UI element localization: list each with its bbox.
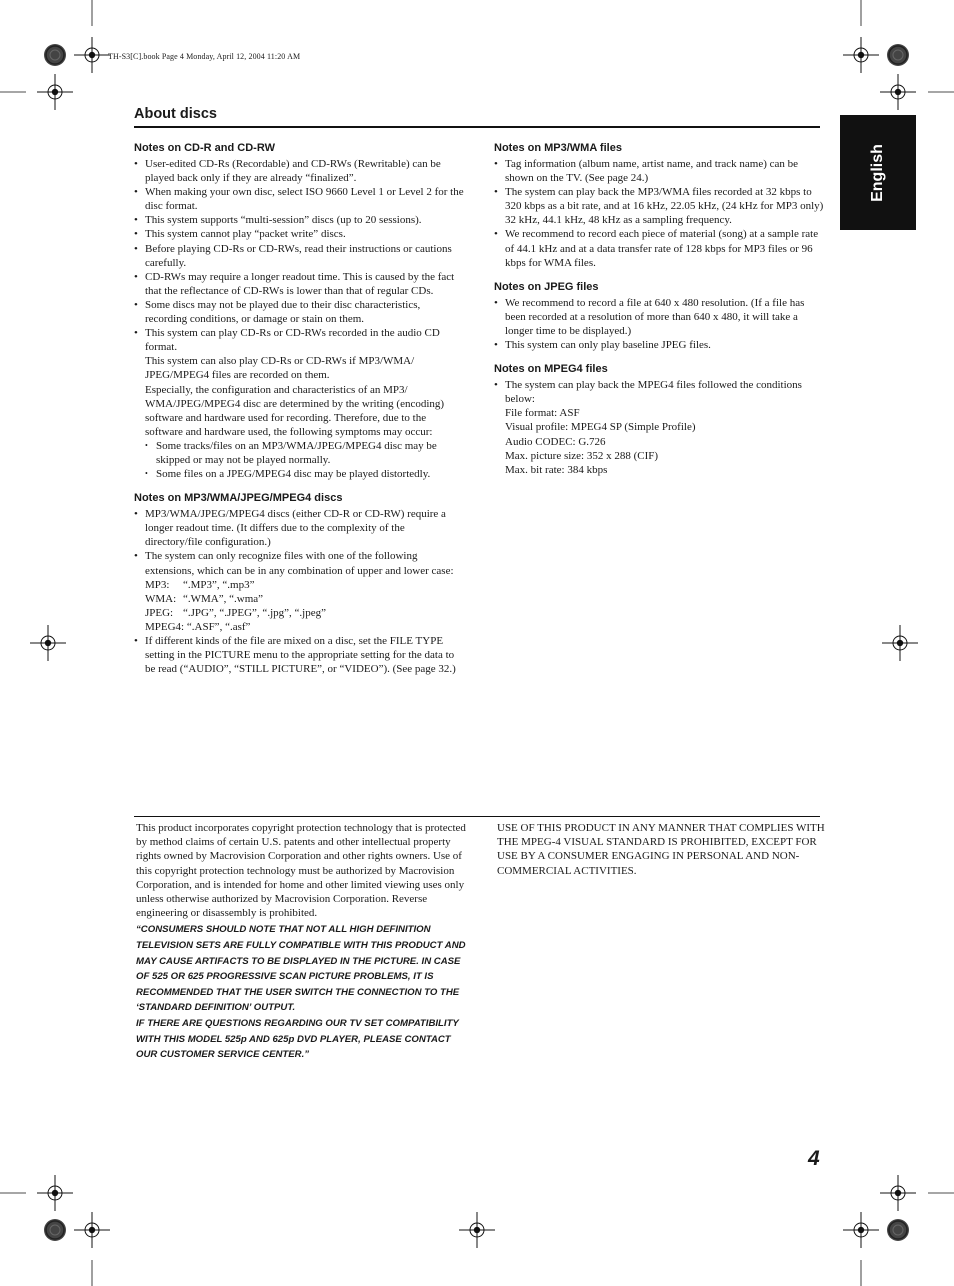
language-tab <box>840 115 916 230</box>
mp3wma-list <box>494 157 824 270</box>
extension-key: WMA: <box>145 592 177 605</box>
extension-row <box>145 606 464 620</box>
registration-mark-top-left-dot <box>44 44 66 66</box>
registration-mark-bottom-left-dot <box>44 1219 66 1241</box>
language-tab-label: English <box>869 143 886 202</box>
registration-mark-bottom-left-cross <box>37 1175 73 1211</box>
sub-list-item: • Some files on a JPEG/MPEG4 disc may be played distortedly. <box>145 467 464 481</box>
mp3discs-list <box>134 507 464 676</box>
extension-value: “.WMA”, “.wma” <box>183 592 264 605</box>
list-item: • User-edited CD-Rs (Recordable) and CD-RWs (Rewritable) can be played back only if they are already “finalized”. <box>134 157 464 185</box>
registration-mark-bottom-right-cross <box>880 1175 916 1211</box>
list-item: • We recommend to record each piece of material (song) at a sample rate of 44.1 kHz and at a data transfer rate of 128 kbps for MP3 files or 96 kbps for WMA files. <box>494 227 824 269</box>
sub-list-item: • Some tracks/files on an MP3/WMA/JPEG/MPEG4 disc may be skipped or may not be played normally. <box>145 439 464 467</box>
registration-mark-mid-left <box>30 625 66 661</box>
registration-mark-top-right-cross-2 <box>880 74 916 110</box>
jpeg-heading: Notes on JPEG files <box>494 280 599 293</box>
mp3wma-heading: Notes on MP3/WMA files <box>494 142 622 154</box>
mpeg4-license-notice: USE OF THIS PRODUCT IN ANY MANNER THAT COMPLIES WITH THE MPEG-4 VISUAL STANDARD IS PROHIBITED, EXCEPT FOR USE BY A CONSUMER ENGAGING IN PERSONAL AND NON-COMMERCIAL ACTIVITIES. <box>497 822 825 877</box>
list-item: • CD-RWs may require a longer readout time. This is caused by the fact that the reflectance of CD-RWs is lower than that of regular CDs. <box>134 270 464 298</box>
spec-line: Audio CODEC: G.726 <box>505 435 606 448</box>
list-item: • This system supports “multi-session” discs (up to 20 sessions). <box>134 213 464 227</box>
extension-key: MP3: <box>145 578 170 591</box>
list-item: • This system can only play baseline JPEG files. <box>494 338 824 352</box>
section-title: About discs <box>134 106 217 122</box>
list-item: • Some discs may not be played due to their disc characteristics, recording conditions, or damage or stain on them. <box>134 298 464 326</box>
registration-mark-bottom-right-dot <box>887 1219 909 1241</box>
list-item <box>134 549 464 634</box>
notice-divider <box>134 816 820 817</box>
registration-mark-bottom-left-cross-2 <box>74 1212 110 1248</box>
registration-mark-bottom-center <box>459 1212 495 1248</box>
spec-line: Visual profile: MPEG4 SP (Simple Profile) <box>505 421 696 434</box>
consumers-notice: “CONSUMERS SHOULD NOTE THAT NOT ALL HIGH DEFINITION TELEVISION SETS ARE FULLY COMPATIBLE WITH THIS PRODUCT AND MAY CAUSE ARTIFACTS TO BE DISPLAYED IN THE PICTURE. IN CASE OF 525 OR 625 PROGRESSIVE SCAN PICTURE PROBLEMS, IT IS RECOMMENDED THAT THE USER SWITCH THE CONNECTION TO THE ‘STANDARD DEFINITION’ OUTPUT. <box>136 924 466 1014</box>
symptom-list <box>145 439 464 481</box>
extension-row <box>145 592 464 606</box>
registration-mark-top-right-cross <box>843 37 879 73</box>
list-item: • If different kinds of the file are mixed on a disc, set the FILE TYPE setting in the PICTURE menu to the appropriate setting for the data to be read (“AUDIO”, “STILL PICTURE”, or “VIDEO”). (See page 32.) <box>134 634 464 676</box>
cdr-heading: Notes on CD-R and CD-RW <box>134 142 275 154</box>
file-meta-line: TH-S3[C].book Page 4 Monday, April 12, 2004 11:20 AM <box>108 52 301 61</box>
list-item-text: The system can only recognize files with one of the following extensions, which can be in any combination of upper and lower case: <box>145 550 454 577</box>
registration-mark-top-right-dot <box>887 44 909 66</box>
title-rule <box>134 126 820 128</box>
list-item-extra: Especially, the configuration and characteristics of an MP3/ WMA/JPEG/MPEG4 disc are determined by the writing (encoding) software and hardware used for recording. Therefore, due to the software and hardware used, the following symptoms may occur: <box>145 383 445 438</box>
list-item: • This system cannot play “packet write” discs. <box>134 227 464 241</box>
registration-mark-top-left-cross <box>74 37 110 73</box>
spec-line: Max. picture size: 352 x 288 (CIF) <box>505 449 659 462</box>
extension-key: JPEG: <box>145 606 174 619</box>
list-item <box>494 378 824 477</box>
mp3discs-heading: Notes on MP3/WMA/JPEG/MPEG4 discs <box>134 492 343 505</box>
spec-line: File format: ASF <box>505 407 580 420</box>
copyright-block <box>136 821 466 1063</box>
extension-value: “.ASF”, “.asf” <box>186 620 251 633</box>
extension-row <box>145 620 464 634</box>
list-item-extra: This system can also play CD-Rs or CD-RWs if MP3/WMA/ JPEG/MPEG4 files are recorded on them. <box>145 355 415 382</box>
list-item-text: The system can play back the MPEG4 files followed the conditions below: <box>505 379 802 406</box>
copyright-notice: This product incorporates copyright protection technology that is protected by method claims of certain U.S. patents and other intellectual property rights owned by Macrovision Corporation and other rights owners. Use of this copyright protection technology must be authorized by Macrovision Corporation, and is intended for home and other limited viewing uses only unless otherwise authorized by Macrovision Corporation. Reverse engineering or disassembly is prohibited. <box>136 822 466 920</box>
compat-notice: IF THERE ARE QUESTIONS REGARDING OUR TV SET COMPATIBILITY WITH THIS MODEL 525p AND 625p DVD PLAYER, PLEASE CONTACT OUR CUSTOMER SERVICE CENTER.” <box>136 1017 459 1061</box>
extension-key: MPEG4: <box>145 620 185 633</box>
spec-line: Max. bit rate: 384 kbps <box>505 463 608 476</box>
registration-mark-mid-right <box>882 625 918 661</box>
list-item: • Before playing CD-Rs or CD-RWs, read their instructions or cautions carefully. <box>134 242 464 270</box>
registration-mark-top-left-cross-2 <box>37 74 73 110</box>
list-item: • MP3/WMA/JPEG/MPEG4 discs (either CD-R or CD-RW) require a longer readout time. (It differs due to the complexity of the directory/file configuration.) <box>134 507 464 549</box>
list-item: • Tag information (album name, artist name, and track name) can be shown on the TV. (See page 24.) <box>494 157 824 185</box>
right-column <box>494 141 824 477</box>
registration-mark-bottom-right-cross-2 <box>843 1212 879 1248</box>
jpeg-list <box>494 296 824 352</box>
list-item <box>134 326 464 481</box>
mpeg4-heading: Notes on MPEG4 files <box>494 363 608 376</box>
left-column <box>134 141 464 676</box>
page-number: 4 <box>808 1147 820 1170</box>
extension-value: “.JPG”, “.JPEG”, “.jpg”, “.jpeg” <box>183 606 326 619</box>
list-item: • We recommend to record a file at 640 x 480 resolution. (If a file has been recorded at a resolution of more than 640 x 480, it will take a longer time to be displayed.) <box>494 296 824 338</box>
list-item: • When making your own disc, select ISO 9660 Level 1 or Level 2 for the disc format. <box>134 185 464 213</box>
cdr-list <box>134 157 464 481</box>
extension-row <box>145 578 464 592</box>
mpeg4-list <box>494 378 824 477</box>
list-item-text: This system can play CD-Rs or CD-RWs recorded in the audio CD format. <box>145 327 440 354</box>
extension-value: “.MP3”, “.mp3” <box>183 578 255 591</box>
list-item: • The system can play back the MP3/WMA files recorded at 32 kbps to 320 kbps as a bit rate, and at 16 kHz, 22.05 kHz, (24 kHz for MP3 only) 32 kHz, 44.1 kHz, 48 kHz as a sampling frequency. <box>494 185 824 227</box>
